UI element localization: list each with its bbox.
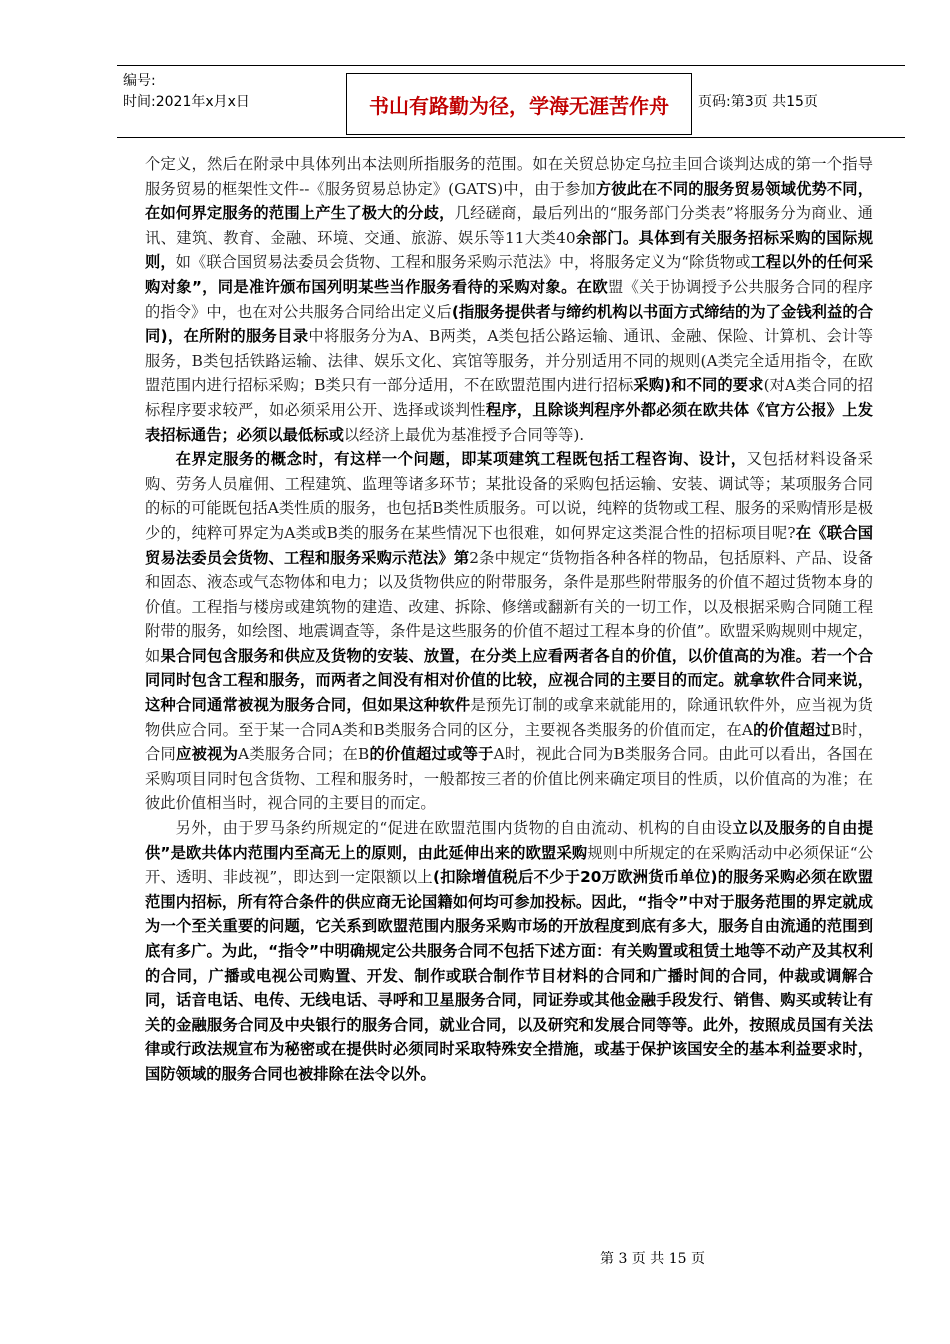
text-run: 又包括材料设备采购、劳务人员雇佣、工程建筑、监理等诸多环节；某批设备的采购包括运输、安装、调试等；某项服务合同的标的可能既包括A类性质的服务，也包括B类性质服务。可以说，纯粹的货物或工程、服务的采购情形是极少的，纯粹可界定为A类或B类的服务在某些情况下也很难，如何界定这类混合性的招标项目呢? bbox=[145, 450, 873, 542]
text-run: B时，合同 bbox=[145, 720, 873, 764]
header-date-label: 时间:2021年x月x日 bbox=[123, 94, 250, 110]
header-page-label: 页码:第3页 共15页 bbox=[698, 94, 818, 110]
paragraph-1 bbox=[145, 152, 873, 447]
text-run: 盟《关于协调授予公共服务合同的程序的指令》中，也在对公共服务合同给出定义后 bbox=[145, 277, 873, 321]
text-run: 以经济上最优为基准授予合同等等). bbox=[343, 425, 585, 444]
text-run-bold: 余部门。具体到有关服务招标采购的国际规则， bbox=[145, 228, 873, 272]
paragraph-2 bbox=[145, 447, 873, 816]
text-run: 是预先订制的或拿来就能用的，除通讯软件外，应当视为货物供应合同。至于某一合同A类和B类服务合同的区分，主要视各类服务的价值而定，在A bbox=[145, 696, 873, 739]
text-run-bold: (指服务提供者与缔约机构以书面方式缔结的为了金钱利益的合同)，在所附的服务目录 bbox=[145, 302, 873, 346]
text-run: 规则中所规定的在采购活动中必须保证“公开、透明、非歧视”，即达到一定限额以上 bbox=[145, 843, 873, 887]
text-run-bold: 立以及服务的自由提供”是欧共体内范围内至高无上的原则，由此延伸出来的欧盟采购 bbox=[145, 819, 873, 862]
header-top-rule bbox=[117, 65, 905, 66]
body-text bbox=[145, 152, 873, 1087]
text-run: (对A类合同的招标程序要求较严，如必须采用公开、选择或谈判性 bbox=[145, 376, 874, 419]
header-meta bbox=[123, 71, 343, 113]
header-number-label: 编号: bbox=[123, 73, 156, 89]
text-run: 另外，由于罗马条约所规定的“促进在欧盟范围内货物的自由流动、机构的自由设 bbox=[175, 819, 733, 838]
text-run-bold: 的价值超过或等于 bbox=[369, 745, 494, 764]
text-run-bold: 工程以外的任何采购对象”，同是准许颁布国列明某些当作服务看待的采购对象。在欧 bbox=[145, 253, 873, 296]
text-run: 个定义，然后在附录中具体列出本法则所指服务的范围。如在关贸总协定乌拉圭回合谈判达成的第一个指导服务贸易的框架性文件--《服务贸易总协定》(GATS)中，由于参加 bbox=[145, 155, 873, 198]
text-run: A时，视此合同为B类服务合同。由此可以看出，各国在采购项目同时包含货物、工程和服务时，一般都按三者的价值比例来确定项目的性质，以价值高的为准；在彼此价值相当时，视合同的主要目的而定。 bbox=[145, 745, 873, 813]
text-run-bold: 在《联合国贸易法委员会货物、工程和服务采购示范法》第 bbox=[145, 523, 873, 567]
paragraph-3 bbox=[145, 816, 873, 1087]
text-run-bold: 程序，且除谈判程序外都必须在欧共体《官方公报》上发表招标通告；必须以最低标或 bbox=[145, 400, 873, 444]
text-run: 如《联合国贸易法委员会货物、工程和服务采购示范法》中，将服务定义为“除货物或 bbox=[175, 253, 751, 272]
text-run-bold: 果合同包含服务和供应及货物的安装、放置，在分类上应看两者各自的价值，以价值高的为准。若一个合同同时包含工程和服务，而两者之间没有相对价值的比较，应视合同的主要目的而定。就拿软件合同来说，这种合同通常被视为服务合同，但如果这种软件 bbox=[145, 646, 873, 715]
text-run-bold: 采购)和不同的要求 bbox=[633, 376, 764, 395]
text-run: 几经磋商，最后列出的“服务部门分类表”将服务分为商业、通讯、建筑、教育、金融、环境、交通、旅游、娱乐等11大类40 bbox=[145, 204, 873, 247]
page-footer: 第 3 页 共 15 页 bbox=[600, 1251, 705, 1267]
text-run-bold: 的价值超过 bbox=[752, 720, 831, 739]
text-run: A类服务合同；在B bbox=[238, 745, 370, 764]
header-motto: 书山有路勤为径，学海无涯苦作舟 bbox=[346, 73, 692, 135]
text-run: 2条中规定“货物指各种各样的物品，包括原料、产品、设备和固态、液态或气态物体和电力；以及货物供应的附带服务，条件是那些附带服务的价值不超过货物本身的价值。工程指与楼房或建筑物的建造、改建、拆除、修缮或翻新有关的一切工作，以及根据采购合同随工程附带的服务，如绘图、地震调查等，条件是这些服务的价值不超过工程本身的价值”。欧盟采购规则中规定，如 bbox=[145, 548, 873, 665]
text-run-bold: (扣除增值税后不少于20万欧洲货币单位)的服务采购必须在欧盟范围内招标，所有符合条件的供应商无论国籍如何均可参加投标。因此，“指令”中对于服务范围的界定就成为一个至关重要的问题，它关系到欧盟范围内服务采购市场的开放程度到底有多大，服务自由流通的范围到底有多广。为此，“指令”中明确规定公共服务合同不包括下述方面：有关购置或租赁土地等不动产及其权利的合同，广播或电视公司购置、开发、制作或联合制作节目材料的合同和广播时间的合同，仲裁或调解合同，话音电话、电传、无线电话、寻呼和卫星服务合同，同证券或其他金融手段发行、销售、购买或转让有关的金融服务合同及中央银行的服务合同，就业合同，以及研究和发展合同等等。此外，按照成员国有关法律或行政法规宣布为秘密或在提供时必须同时采取特殊安全措施，或基于保护该国安全的基本利益要求时，国防领域的服务合同也被排除在法令以外。 bbox=[145, 868, 873, 1083]
text-run-bold: 应被视为 bbox=[176, 745, 239, 764]
text-run-bold: 方彼此在不同的服务贸易领域优势不同，在如何界定服务的范围上产生了极大的分歧， bbox=[145, 179, 873, 223]
text-run-bold: 在界定服务的概念时，有这样一个问题，即某项建筑工程既包括工程咨询、设计， bbox=[175, 450, 747, 469]
text-run: 中将服务分为A、B两类，A类包括公路运输、通讯、金融、保险、计算机、会计等服务，B类包括铁路运输、法律、娱乐文化、宾馆等服务，并分别适用不同的规则(A类完全适用指令，在欧盟范围内进行招标采购；B类只有一部分适用，不在欧盟范围内进行招标 bbox=[145, 327, 873, 395]
page-header bbox=[117, 65, 905, 138]
